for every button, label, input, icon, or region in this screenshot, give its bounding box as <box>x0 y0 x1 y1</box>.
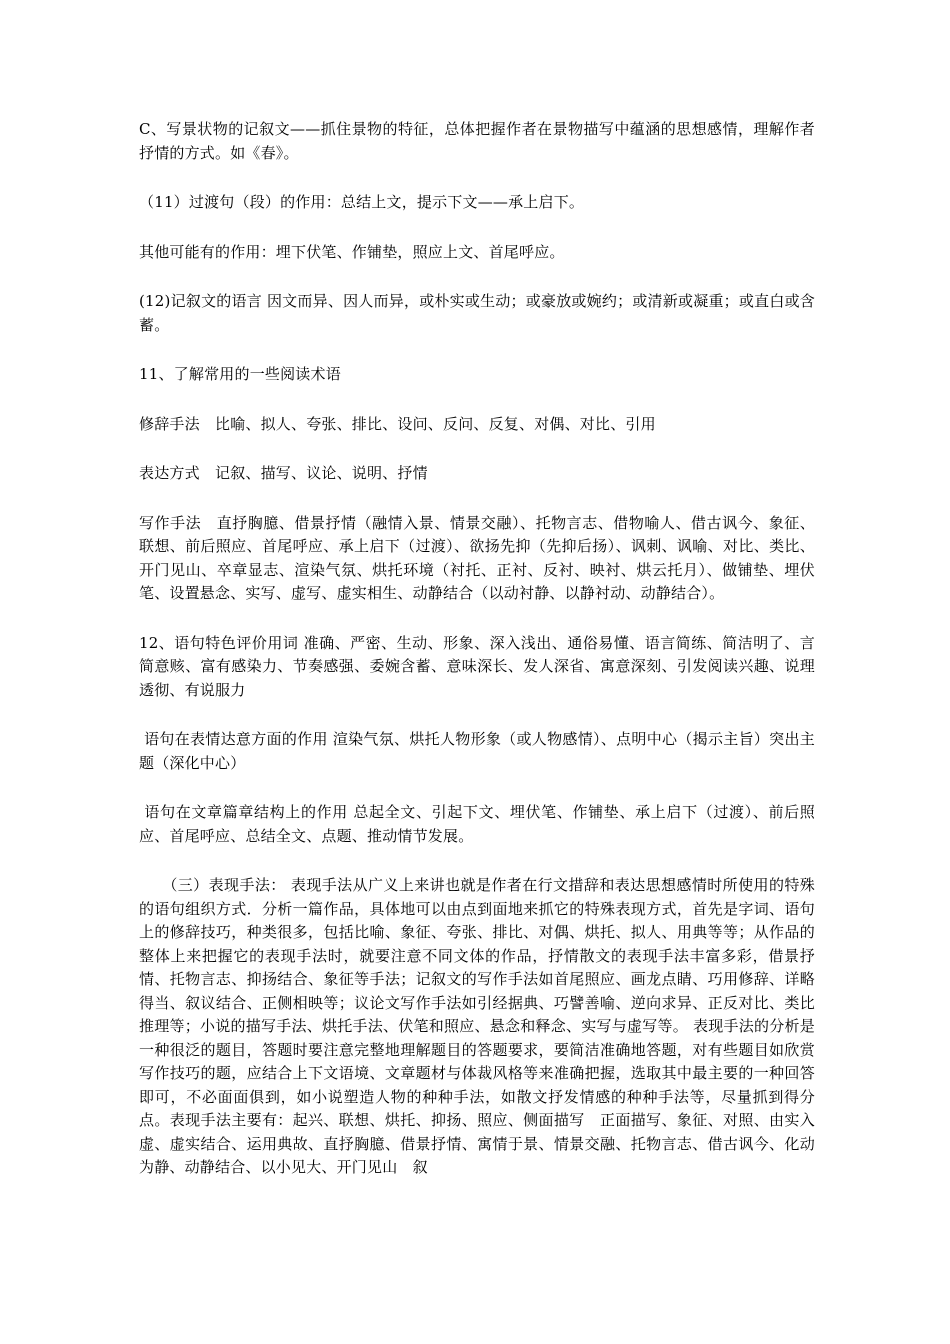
paragraph-scenery-narrative: C、写景状物的记叙文——抓住景物的特征，总体把握作者在景物描写中蕴涵的思想感情，理解作者抒情的方式。如《春》。 <box>139 120 815 162</box>
paragraph-expressive-function: 语句在表情达意方面的作用 渲染气氛、烘托人物形象（或人物感情）、点明中心（揭示主旨）突出主题（深化中心） <box>139 730 815 772</box>
paragraph-transition-sentence: （11）过渡句（段）的作用：总结上文，提示下文——承上启下。 <box>139 193 585 211</box>
paragraph-rhetoric: 修辞手法 比喻、拟人、夸张、排比、设问、反问、反复、对偶、对比、引用 <box>139 414 656 433</box>
paragraph-reading-terms-heading: 11、了解常用的一些阅读术语 <box>139 365 341 383</box>
document-page <box>139 118 815 1206</box>
paragraph-structural-function: 语句在文章篇章结构上的作用 总起全文、引起下文、埋伏笔、作铺垫、承上启下（过渡）、前后照应、首尾呼应、总结全文、点题、推动情节发展。 <box>139 803 815 845</box>
paragraph-expression-techniques: （三）表现手法： 表现手法从广义上来讲也就是作者在行文措辞和表达思想感情时所使用的特殊的语句组织方式．分析一篇作品，具体地可以由点到面地来抓它的特殊表现方式，首先是字词、语句上的修辞技巧，种类很多，包括比喻、象征、夸张、排比、对偶、烘托、拟人、用典等等；从作品的整体上来把握它的表现手法时，就要注意不同文体的作品，抒情散文的表现手法丰富多彩，借景抒情、托物言志、抑扬结合、象征等手法；记叙文的写作手法如首尾照应、画龙点睛、巧用修辞、详略得当、叙议结合、正侧相映等；议论文写作手法如引经据典、巧譬善喻、逆向求异、正反对比、类比推理等；小说的描写手法、烘托手法、伏笔和照应、悬念和释念、实写与虚写等。 表现手法的分析是一种很泛的题目，答题时要注意完整地理解题目的答题要求，要简洁准确地答题，对有些题目如欣赏写作技巧的题，应结合上下文语境、文章题材与体裁风格等来准确把握，选取其中最主要的一种回答即可，不必面面俱到，如小说塑造人物的种种手法，如散文抒发情感的种种手法等，尽量抓到得分点。表现手法主要有：起兴、联想、烘托、抑扬、照应、侧面描写 正面描写、象征、对照、由实入虚、虚实结合、运用典故、直抒胸臆、借景抒情、寓情于景、情景交融、托物言志、借古讽今、化动为静、动静结合、以小见大、开门见山 叙 <box>139 876 815 1176</box>
paragraph-writing-techniques: 写作手法 直抒胸臆、借景抒情（融情入景、情景交融）、托物言志、借物喻人、借古讽今、象征、联想、前后照应、首尾呼应、承上启下（过渡）、欲扬先抑（先抑后扬）、讽刺、讽喻、对比、类比、开门见山、卒章显志、渲染气氛、烘托环境（衬托、正衬、反衬、映衬、烘云托月）、做铺垫、埋伏笔、设置悬念、实写、虚写、虚实相生、动静结合（以动衬静、以静衬动、动静结合）。 <box>139 513 815 602</box>
paragraph-narrative-language: (12)记叙文的语言 因文而异、因人而异，或朴实或生动；或豪放或婉约；或清新或凝重；或直白或含蓄。 <box>139 292 815 334</box>
paragraph-expression-modes: 表达方式 记叙、描写、议论、说明、抒情 <box>139 464 428 482</box>
paragraph-other-functions: 其他可能有的作用：埋下伏笔、作铺垫，照应上文、首尾呼应。 <box>139 242 565 261</box>
paragraph-evaluation-words: 12、语句特色评价用词 准确、严密、生动、形象、深入浅出、通俗易懂、语言简练、简洁明了、言简意赅、富有感染力、节奏感强、委婉含蓄、意味深长、发人深省、寓意深刻、引发阅读兴趣、说理透彻、有说服力 <box>139 633 815 699</box>
